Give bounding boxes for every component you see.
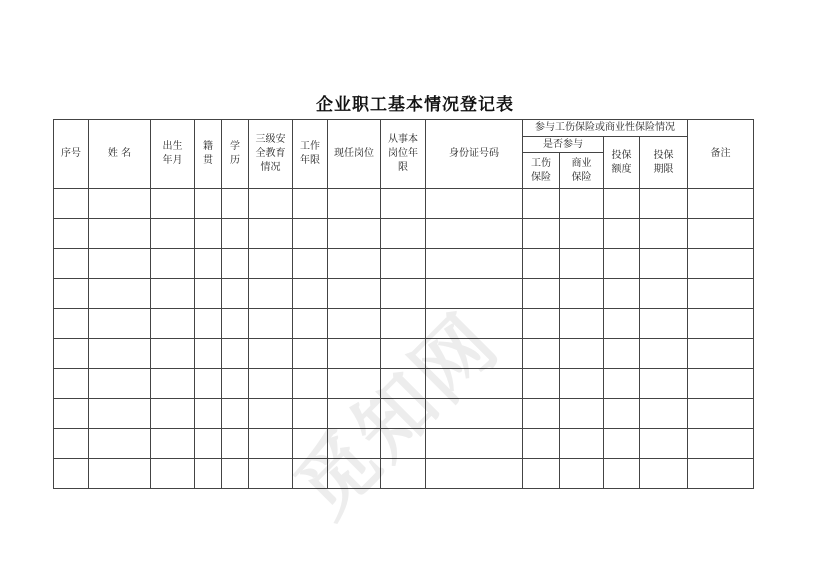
header-insurance-group: 参与工伤保险或商业性保险情况 (523, 120, 688, 137)
table-cell[interactable] (523, 369, 560, 399)
header-commercial-insurance: 商业 保险 (560, 153, 604, 189)
table-cell[interactable] (328, 279, 381, 309)
table-cell[interactable] (249, 249, 293, 279)
table-cell[interactable] (688, 189, 754, 219)
table-cell[interactable] (523, 219, 560, 249)
table-cell[interactable] (54, 429, 89, 459)
table-row (54, 189, 754, 219)
table-cell[interactable] (688, 309, 754, 339)
table-cell[interactable] (249, 219, 293, 249)
header-birth: 出生 年月 (151, 120, 195, 189)
table-cell[interactable] (222, 339, 249, 369)
table-cell[interactable] (151, 279, 195, 309)
table-cell[interactable] (249, 309, 293, 339)
table-cell[interactable] (89, 249, 151, 279)
table-cell[interactable] (560, 399, 604, 429)
table-cell[interactable] (640, 249, 688, 279)
table-cell[interactable] (560, 219, 604, 249)
table-cell[interactable] (89, 399, 151, 429)
table-cell[interactable] (560, 279, 604, 309)
table-cell[interactable] (328, 309, 381, 339)
table-cell[interactable] (54, 369, 89, 399)
table-cell[interactable] (640, 429, 688, 459)
table-cell[interactable] (89, 189, 151, 219)
table-cell[interactable] (426, 249, 523, 279)
table-cell[interactable] (195, 369, 222, 399)
table-cell[interactable] (523, 279, 560, 309)
header-safety-education: 三级安 全教育 情况 (249, 120, 293, 189)
watermark: 觅知网 (279, 297, 517, 535)
table-cell[interactable] (523, 249, 560, 279)
table-cell[interactable] (54, 339, 89, 369)
header-name: 姓 名 (89, 120, 151, 189)
table-cell[interactable] (604, 429, 640, 459)
document-title: 企业职工基本情况登记表 (316, 95, 514, 115)
table-cell[interactable] (560, 459, 604, 489)
table-cell[interactable] (195, 429, 222, 459)
table-cell[interactable] (222, 309, 249, 339)
table-cell[interactable] (222, 369, 249, 399)
table-cell[interactable] (560, 309, 604, 339)
table-cell[interactable] (560, 189, 604, 219)
table-cell[interactable] (222, 219, 249, 249)
table-cell[interactable] (640, 309, 688, 339)
table-cell[interactable] (604, 399, 640, 429)
table-cell[interactable] (604, 459, 640, 489)
table-cell[interactable] (640, 279, 688, 309)
table-cell[interactable] (195, 219, 222, 249)
table-cell[interactable] (249, 399, 293, 429)
table-cell[interactable] (195, 249, 222, 279)
table-cell[interactable] (523, 429, 560, 459)
table-cell[interactable] (151, 429, 195, 459)
table-cell[interactable] (151, 189, 195, 219)
table-cell[interactable] (54, 279, 89, 309)
table-cell[interactable] (640, 399, 688, 429)
table-cell[interactable] (151, 249, 195, 279)
table-cell[interactable] (54, 399, 89, 429)
table-cell[interactable] (640, 339, 688, 369)
header-education: 学 历 (222, 120, 249, 189)
table-cell[interactable] (293, 369, 328, 399)
table-cell[interactable] (54, 189, 89, 219)
table-cell[interactable] (249, 279, 293, 309)
table-cell[interactable] (523, 189, 560, 219)
table-cell[interactable] (604, 339, 640, 369)
table-cell[interactable] (89, 309, 151, 339)
table-cell[interactable] (688, 429, 754, 459)
table-cell[interactable] (249, 369, 293, 399)
table-cell[interactable] (640, 219, 688, 249)
header-post-years: 从事本 岗位年 限 (381, 120, 426, 189)
table-cell[interactable] (688, 459, 754, 489)
table-row (54, 279, 754, 309)
table-cell[interactable] (604, 219, 640, 249)
table-cell[interactable] (222, 399, 249, 429)
table-cell[interactable] (151, 369, 195, 399)
table-cell[interactable] (151, 459, 195, 489)
table-cell[interactable] (222, 459, 249, 489)
table-cell[interactable] (151, 219, 195, 249)
header-remarks: 备注 (688, 120, 754, 189)
header-injury-insurance: 工伤 保险 (523, 153, 560, 189)
table-cell[interactable] (426, 459, 523, 489)
table-cell[interactable] (328, 189, 381, 219)
table-cell[interactable] (604, 249, 640, 279)
table-cell[interactable] (293, 309, 328, 339)
table-cell[interactable] (89, 219, 151, 249)
table-cell[interactable] (523, 309, 560, 339)
table-cell[interactable] (89, 429, 151, 459)
header-insured-period: 投保 期限 (640, 137, 688, 189)
table-cell[interactable] (195, 189, 222, 219)
table-cell[interactable] (222, 279, 249, 309)
table-cell[interactable] (293, 189, 328, 219)
table-cell[interactable] (293, 249, 328, 279)
table-row (54, 249, 754, 279)
table-cell[interactable] (560, 339, 604, 369)
table-cell[interactable] (604, 279, 640, 309)
table-cell[interactable] (328, 219, 381, 249)
table-cell[interactable] (381, 219, 426, 249)
header-insured-amount: 投保 额度 (604, 137, 640, 189)
header-native-place: 籍 贯 (195, 120, 222, 189)
table-cell[interactable] (426, 219, 523, 249)
table-cell[interactable] (688, 339, 754, 369)
table-cell[interactable] (54, 309, 89, 339)
table-cell[interactable] (328, 249, 381, 279)
table-cell[interactable] (89, 279, 151, 309)
table-cell[interactable] (381, 279, 426, 309)
table-cell[interactable] (54, 459, 89, 489)
table-cell[interactable] (293, 219, 328, 249)
table-cell[interactable] (688, 399, 754, 429)
header-current-post: 现任岗位 (328, 120, 381, 189)
table-cell[interactable] (523, 339, 560, 369)
table-cell[interactable] (523, 399, 560, 429)
table-cell[interactable] (293, 339, 328, 369)
table-row (54, 219, 754, 249)
table-cell[interactable] (89, 459, 151, 489)
table-cell[interactable] (604, 189, 640, 219)
header-participated: 是否参与 (523, 137, 604, 153)
table-cell[interactable] (195, 399, 222, 429)
header-work-years: 工作 年限 (293, 120, 328, 189)
table-cell[interactable] (381, 249, 426, 279)
table-cell[interactable] (195, 459, 222, 489)
table-cell[interactable] (640, 189, 688, 219)
table-cell[interactable] (640, 369, 688, 399)
table-cell[interactable] (688, 279, 754, 309)
table-cell[interactable] (195, 279, 222, 309)
table-cell[interactable] (195, 339, 222, 369)
table-cell[interactable] (640, 459, 688, 489)
table-cell[interactable] (54, 219, 89, 249)
table-cell[interactable] (89, 339, 151, 369)
table-cell[interactable] (688, 249, 754, 279)
table-cell[interactable] (381, 189, 426, 219)
table-cell[interactable] (293, 279, 328, 309)
table-cell[interactable] (195, 309, 222, 339)
table-cell[interactable] (688, 219, 754, 249)
table-cell[interactable] (151, 399, 195, 429)
table-cell[interactable] (89, 369, 151, 399)
table-cell[interactable] (151, 309, 195, 339)
table-cell[interactable] (222, 429, 249, 459)
table-cell[interactable] (222, 189, 249, 219)
table-cell[interactable] (560, 369, 604, 399)
table-cell[interactable] (560, 429, 604, 459)
header-id-number: 身份证号码 (426, 120, 523, 189)
table-cell[interactable] (560, 249, 604, 279)
table-cell[interactable] (523, 459, 560, 489)
table-cell[interactable] (688, 369, 754, 399)
table-cell[interactable] (249, 189, 293, 219)
table-cell[interactable] (151, 339, 195, 369)
table-cell[interactable] (426, 189, 523, 219)
table-cell[interactable] (604, 309, 640, 339)
table-cell[interactable] (604, 369, 640, 399)
table-cell[interactable] (54, 249, 89, 279)
table-cell[interactable] (249, 339, 293, 369)
table-cell[interactable] (222, 249, 249, 279)
header-seq: 序号 (54, 120, 89, 189)
